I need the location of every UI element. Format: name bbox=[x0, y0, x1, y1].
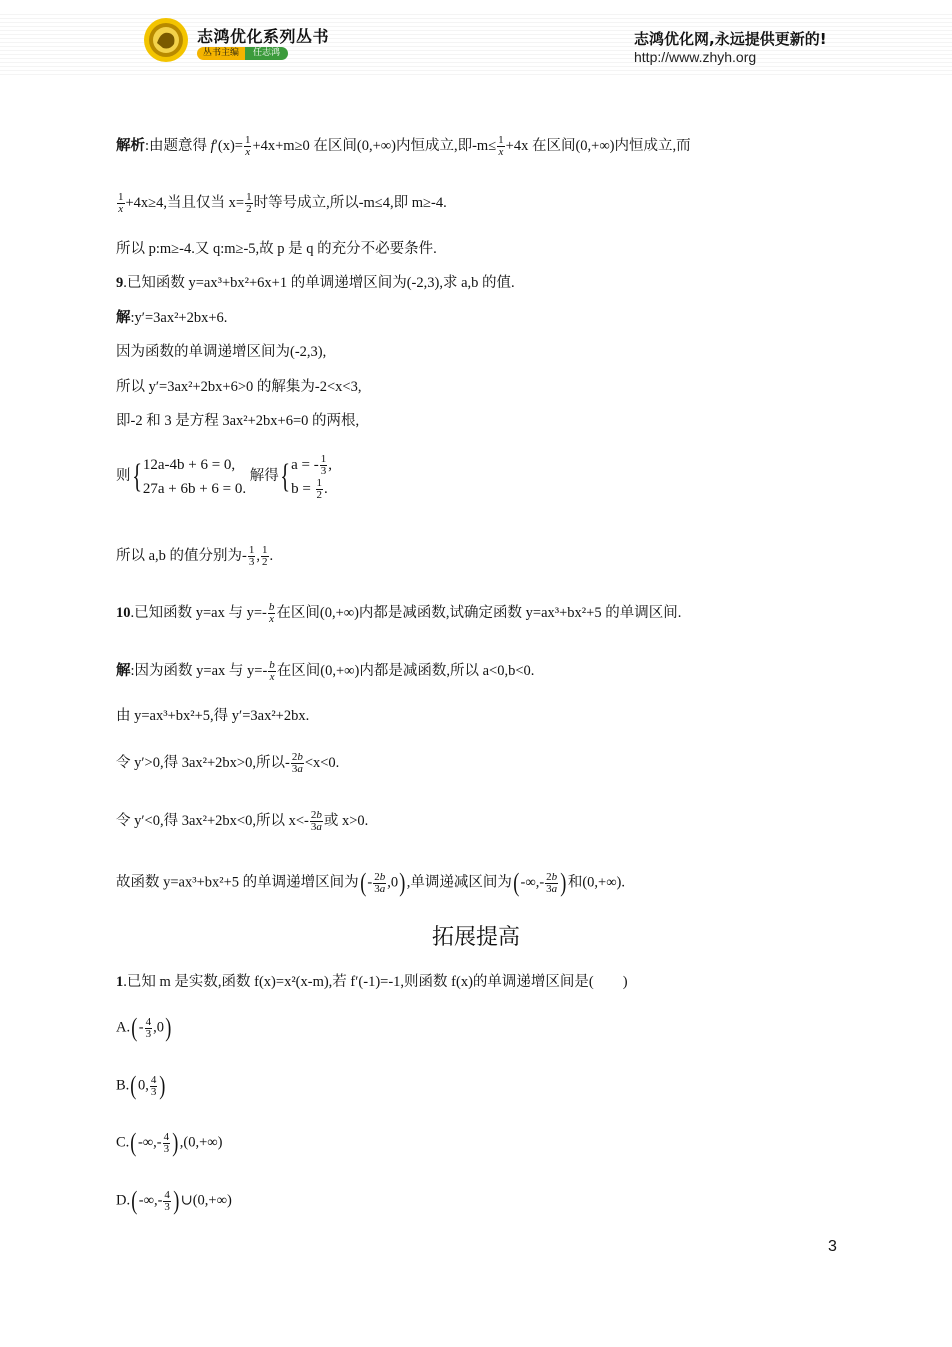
page-number: 3 bbox=[828, 1238, 837, 1255]
fraction: $\frac{1}{x}$ bbox=[244, 134, 251, 158]
analysis-line-2: $\frac{1}{x}$ +4x≥4,当且仅当 x= $\frac{1}{2}$ 时等号成立,所以-m≤4,即 m≥-4. bbox=[118, 191, 447, 215]
q10-solution-1: 解:因为函数 y=ax 与 y=- $\frac{b}{x}$ 在区间(0,+∞)内都是减函数,所以 a<0,b<0. bbox=[116, 659, 535, 683]
fraction: $\frac{1}{2}$ bbox=[262, 544, 268, 568]
q10-solution-4: 令 y′<0,得 3ax²+2bx<0,所以 x<- $\frac{2b}{3a}$ 或 x>0. bbox=[116, 809, 369, 833]
q9-solution-3: 所以 y′=3ax²+2bx+6>0 的解集为-2<x<3, bbox=[116, 379, 362, 395]
fraction: $\frac{1}{x}$ bbox=[498, 134, 504, 158]
q9-solution-label: 解 bbox=[116, 310, 131, 326]
fraction: $\frac{4}{3}$ bbox=[150, 1073, 157, 1098]
fraction: $\frac{4}{3}$ bbox=[164, 1188, 170, 1213]
series-title: 志鸿优化系列丛书 bbox=[197, 27, 330, 46]
page-header bbox=[0, 0, 952, 80]
fraction: $\frac{4}{3}$ bbox=[163, 1130, 170, 1155]
option-b[interactable]: B.(0, $\frac{4}{3}$ ) bbox=[116, 1071, 166, 1100]
analysis-line-1: 解析:由题意得 f′(x)= $\frac{1}{x}$ +4x+m≥0 在区间(0,+∞)内恒成立,即-m≤ $\frac{1}{x}$ +4x 在区间(0,+∞)内恒成立,而 bbox=[116, 134, 691, 158]
fraction: $\frac{2b}{3a}$ bbox=[546, 870, 558, 895]
section-title: 拓展提高 bbox=[431, 925, 520, 950]
q9-answers: a = - $\frac{1}{3}$ , b = $\frac{1}{2}$ . bbox=[291, 452, 332, 501]
p1-number: 1 bbox=[116, 974, 124, 990]
option-c[interactable]: C.(-∞,- $\frac{4}{3}$ ),(0,+∞) bbox=[116, 1128, 223, 1157]
fraction: $\frac{2b}{3a}$ bbox=[310, 809, 322, 833]
q9-solution-4: 即-2 和 3 是方程 3ax²+2bx+6=0 的两根, bbox=[116, 413, 360, 429]
q9-equations: 12a-4b + 6 = 0, 27a + 6b + 6 = 0. bbox=[142, 456, 247, 497]
q10-solution-5: 故函数 y=ax³+bx²+5 的单调递增区间为(- $\frac{2b}{3a}$ ,0),单调递减区间为(-∞,- $\frac{2b}{3a}$ )和(0,+∞). bbox=[116, 868, 625, 897]
editor-badge bbox=[197, 47, 288, 60]
fraction: $\frac{1}{x}$ bbox=[118, 191, 124, 215]
logo-emblem-icon bbox=[143, 17, 189, 63]
fraction: $\frac{1}{3}$ bbox=[248, 544, 255, 568]
q9-conclusion: 所以 a,b 的值分别为- $\frac{1}{3}$ , $\frac{1}{2}$ . bbox=[116, 544, 274, 568]
q10-solution-3: 令 y′>0,得 3ax²+2bx>0,所以- $\frac{2b}{3a}$ <x<0. bbox=[116, 751, 340, 775]
editor-label: 丛书主编 bbox=[197, 47, 245, 60]
q10-solution-2: 由 y=ax³+bx²+5,得 y′=3ax²+2bx. bbox=[116, 708, 310, 724]
analysis-label: 解析 bbox=[116, 137, 145, 154]
fraction: $\frac{2b}{3a}$ bbox=[374, 870, 386, 895]
q9-solution-2: 因为函数的单调递增区间为(-2,3), bbox=[116, 344, 327, 360]
header-slogan: 志鸿优化网,永远提供更新的! bbox=[634, 30, 827, 48]
option-d[interactable]: D.(-∞,- $\frac{4}{3}$ )∪(0,+∞) bbox=[116, 1186, 232, 1215]
p1-stem: 1.已知 m 是实数,函数 f(x)=x²(x-m),若 f′(-1)=-1,则函数 f(x)的单调递增区间是( ) bbox=[116, 974, 628, 990]
q10-stem: 10.已知函数 y=ax 与 y=- $\frac{b}{x}$ 在区间(0,+∞)内都是减函数,试确定函数 y=ax³+bx²+5 的单调区间. bbox=[116, 601, 682, 625]
header-url[interactable]: http://www.zhyh.org bbox=[634, 49, 757, 65]
fraction: $\frac{b}{x}$ bbox=[268, 601, 275, 625]
q10-solution-label: 解 bbox=[116, 662, 131, 679]
fraction: $\frac{b}{x}$ bbox=[269, 659, 275, 683]
fraction: $\frac{2b}{3a}$ bbox=[291, 751, 303, 775]
editor-name: 任志鸿 bbox=[245, 47, 288, 60]
q10-number: 10 bbox=[116, 604, 131, 621]
q9-equation-system: 则{ 12a-4b + 6 = 0, 27a + 6b + 6 = 0. 解得{ a = - $\frac{1}{3}$ , b = $\frac{1}{2}$ . bbox=[116, 452, 332, 501]
q9-solution-1: 解:y′=3ax²+2bx+6. bbox=[116, 310, 228, 326]
q9-number: 9 bbox=[116, 275, 124, 291]
fraction: $\frac{1}{2}$ bbox=[246, 191, 252, 215]
analysis-line-3: 所以 p:m≥-4.又 q:m≥-5,故 p 是 q 的充分不必要条件. bbox=[116, 241, 437, 257]
option-a[interactable]: A.(- $\frac{4}{3}$ ,0) bbox=[116, 1013, 172, 1042]
q9-stem: 9.已知函数 y=ax³+bx²+6x+1 的单调递增区间为(-2,3),求 a,b 的值. bbox=[116, 275, 515, 291]
fraction: $\frac{4}{3}$ bbox=[145, 1015, 152, 1040]
